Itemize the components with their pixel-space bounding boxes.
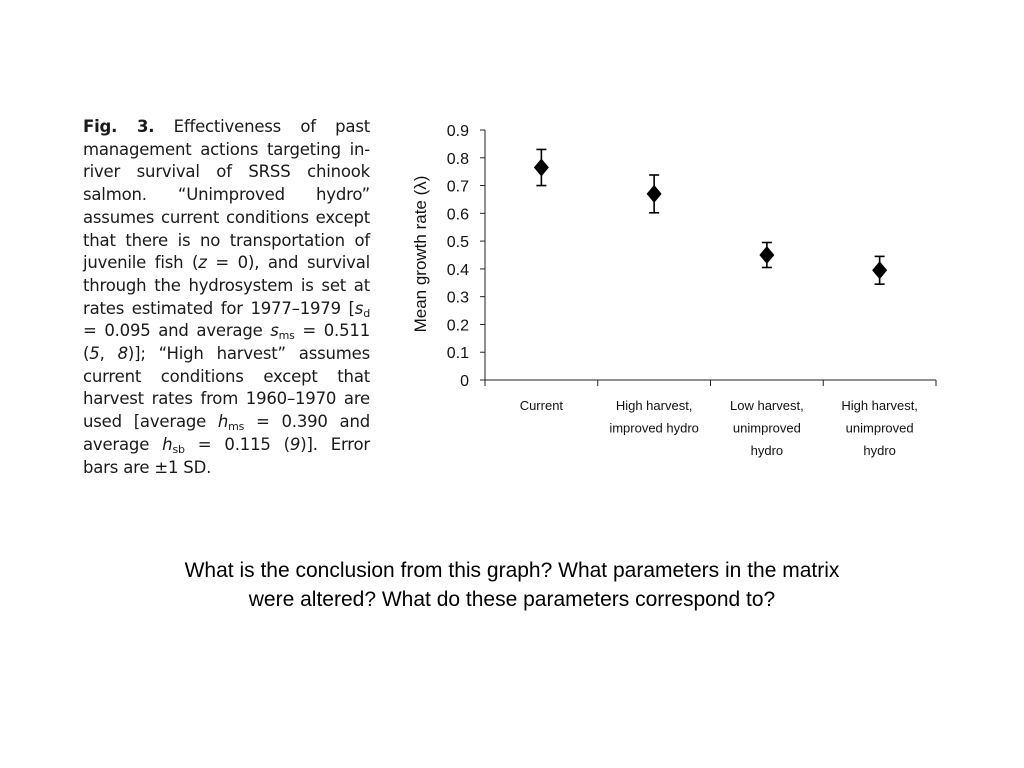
- y-tick-label: 0.3: [446, 289, 469, 307]
- caption-text: = 0.095 and average: [83, 321, 271, 341]
- caption-text: = 0.511 (: [83, 321, 370, 364]
- caption-subscript: d: [363, 306, 370, 320]
- caption-var: s: [354, 298, 364, 318]
- caption-text: Effectiveness of past management actions targeting in-river survival of SRSS chinook salmon. “Unimproved hydro” assumes current conditions except that there is no transportation of juvenile fish (: [83, 117, 370, 273]
- x-category-label: [841, 398, 918, 458]
- x-category-label-line: unimproved: [845, 420, 914, 436]
- caption-ref: 8: [117, 344, 128, 364]
- caption-text: = 0.115 (: [184, 434, 290, 454]
- figure-label: Fig. 3.: [83, 117, 155, 136]
- caption-text: ,: [99, 344, 118, 364]
- data-point-diamond: [872, 261, 887, 279]
- y-tick-label: 0.6: [446, 206, 469, 224]
- y-axis-title: Mean growth rate (λ): [411, 175, 430, 333]
- caption-var: h: [162, 434, 173, 454]
- y-tick-label: 0.1: [446, 345, 469, 363]
- caption-subscript: ms: [228, 420, 245, 434]
- y-axis: [447, 123, 485, 390]
- caption-ref: 9: [289, 434, 301, 454]
- question-line-1: What is the conclusion from this graph? What parameters in the matrix: [184, 559, 840, 582]
- x-category-label-line: hydro: [863, 443, 896, 458]
- y-tick-label: 0.5: [446, 234, 469, 252]
- caption-var: z: [198, 253, 207, 273]
- x-category-label-line: High harvest,: [615, 398, 693, 413]
- caption-subscript: ms: [278, 329, 295, 343]
- data-points: [534, 149, 887, 284]
- data-point-diamond: [759, 246, 774, 264]
- caption-text: = 0), and survival through the hydrosystem is set at rates estimated for 1977–1979 [: [83, 253, 371, 318]
- x-category-label-line: unimproved: [732, 420, 801, 436]
- caption-subscript: sb: [172, 442, 185, 456]
- x-category-label: [520, 398, 564, 413]
- y-tick-label: 0.9: [446, 123, 469, 140]
- discussion-question: [80, 556, 944, 614]
- x-category-label-line: improved hydro: [609, 420, 699, 436]
- x-category-label-line: Current: [519, 398, 564, 413]
- question-line-2: were altered? What do these parameters correspond to?: [248, 588, 776, 611]
- caption-ref: 5: [89, 344, 100, 364]
- caption-text: )]; “High harvest” assumes current conditions except that harvest rates from 1960–1970 are used [average: [83, 344, 370, 432]
- x-axis: [485, 380, 936, 458]
- caption-text: )]. Error bars are ±1 SD.: [83, 434, 370, 477]
- data-point-diamond: [534, 159, 549, 177]
- x-category-label: [609, 398, 699, 436]
- y-tick-label: 0: [460, 373, 469, 390]
- y-tick-label: 0.2: [446, 317, 469, 335]
- y-tick-label: 0.8: [446, 150, 469, 168]
- data-point-diamond: [647, 185, 662, 203]
- caption-var: s: [270, 321, 279, 341]
- x-category-label-line: High harvest,: [841, 398, 918, 413]
- caption-var: h: [217, 412, 229, 432]
- y-tick-label: 0.7: [446, 178, 469, 196]
- x-category-label: [730, 398, 804, 458]
- y-tick-label: 0.4: [446, 261, 469, 279]
- x-category-label-line: Low harvest,: [730, 398, 804, 413]
- caption-text: = 0.390 and average: [83, 412, 370, 454]
- x-category-label-line: hydro: [750, 443, 784, 458]
